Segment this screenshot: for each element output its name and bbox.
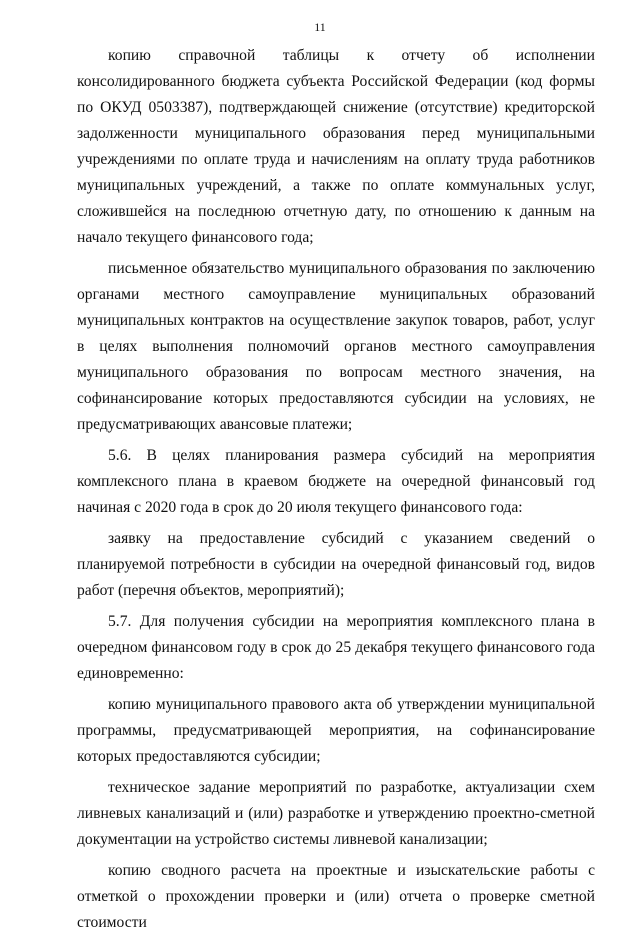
paragraph-municipal-act-copy: копию муниципального правового акта об утверждении муниципальной программы, предусматривающей мероприятия, на софинансирование которых предоставляются субсидии;: [77, 696, 595, 765]
page-number: 11: [314, 20, 326, 34]
paragraph-written-obligation: письменное обязательство муниципального образования по заключению органами местного самоуправление муниципальных образований муниципальных контрактов на осуществление закупок товаров, работ, услуг в целях выполнения полномочий органов местного самоуправления муниципального образования по вопросам местного значения, на софинансирование которых предоставляются субсидии на условиях, не предусматривающих авансовые платежи;: [77, 260, 595, 433]
paragraph-technical-assignment: техническое задание мероприятий по разработке, актуализации схем ливневых канализаций и (или) разработке и утверждению проектно-сметной документации на устройство системы ливневой канализации;: [77, 779, 595, 848]
paragraph-reference-table-copy: копию справочной таблицы к отчету об исполнении консолидированного бюджета субъекта Российской Федерации (код формы по ОКУД 0503387), подтверждающей снижение (отсутствие) кредиторской задолженности муниципального образования перед муниципальными учреждениями по оплате труда и начислениям на оплату труда работников муниципальных учреждений, а также по оплате коммунальных услуг, сложившейся на последнюю отчетную дату, по отношению к данным на начало текущего финансового года;: [77, 47, 595, 246]
document-body: [77, 43, 595, 936]
paragraph-summary-calculation-copy: копию сводного расчета на проектные и изыскательские работы с отметкой о прохождении проверки и (или) отчета о проверке сметной стоимости: [77, 862, 595, 931]
paragraph-clause-5-6: 5.6. В целях планирования размера субсидий на мероприятия комплексного плана в краевом бюджете на очередной финансовый год начиная с 2020 года в срок до 20 июля текущего финансового года:: [77, 447, 595, 516]
paragraph-subsidy-application: заявку на предоставление субсидий с указанием сведений о планируемой потребности в субсидии на очередной финансовый год, видов работ (перечня объектов, мероприятий);: [77, 530, 595, 599]
paragraph-clause-5-7: 5.7. Для получения субсидии на мероприятия комплексного плана в очередном финансовом году в срок до 25 декабря текущего финансового года единовременно:: [77, 613, 595, 682]
